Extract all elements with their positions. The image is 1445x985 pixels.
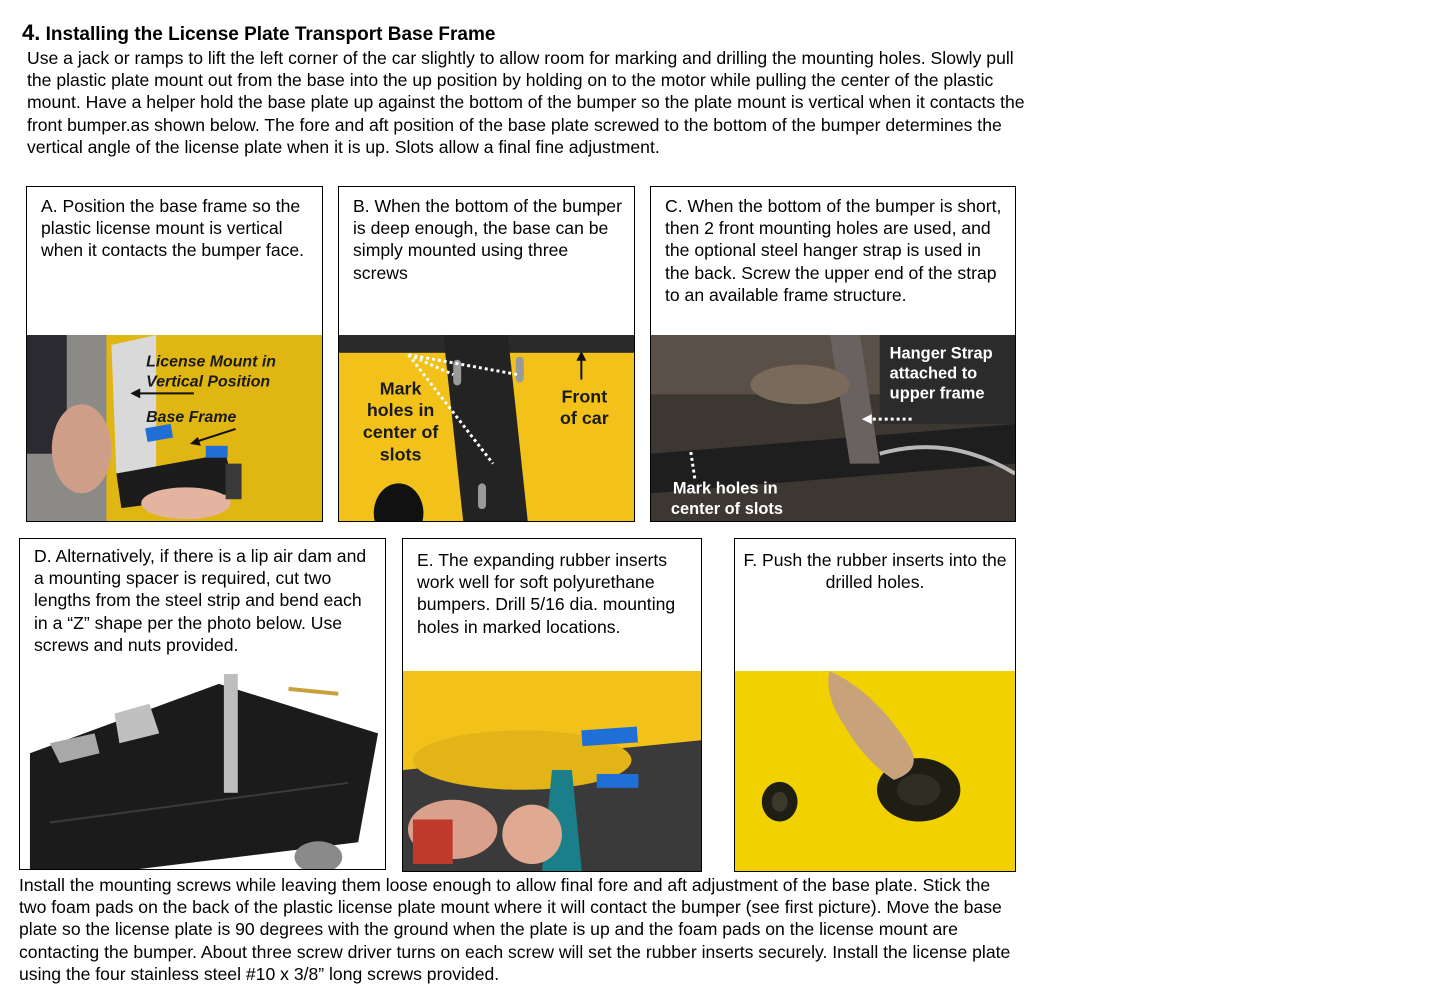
- panel-d: [19, 538, 386, 870]
- panel-b-photo: [339, 335, 634, 521]
- panel-e-photo: [403, 671, 701, 871]
- panel-c-label-2: attached to: [889, 364, 978, 383]
- panel-e-caption: E. The expanding rubber inserts work well for soft polyurethane bumpers. Drill 5/16 dia. mounting holes in marked locations.: [417, 550, 676, 637]
- panel-f: [734, 538, 1016, 872]
- intro-paragraph: Use a jack or ramps to lift the left corner of the car slightly to allow room for marking and drilling the mounting holes. Slowly pull the plastic plate mount out from the base into the up position by holding on to the motor while pulling the center of the plastic mount. Have a helper hold the base plate up against the bottom of the bumper so the plate mount is vertical when it contacts the front bumper.as shown below. The fore and aft position of the base plate screwed to the bottom of the bumper determines the vertical angle of the license plate when it is up. Slots allow a final fine adjustment.: [27, 48, 1025, 157]
- panel-c: [650, 186, 1016, 522]
- panel-c-label-4: Mark holes in: [672, 479, 778, 498]
- panel-a-label-1: License Mount in: [146, 353, 276, 371]
- panel-a-caption: A. Position the base frame so the plastic license mount is vertical when it contacts the bumper face.: [41, 196, 305, 261]
- panel-a-photo: [27, 335, 322, 521]
- panel-f-caption: F. Push the rubber inserts into the drilled holes.: [743, 550, 1007, 593]
- panel-e: [402, 538, 702, 872]
- panel-b-label-5: Front: [561, 386, 608, 407]
- panel-f-photo: [735, 671, 1015, 871]
- section-title: Installing the License Plate Transport Base Frame: [45, 24, 496, 45]
- section-number: 4.: [22, 20, 41, 45]
- panel-a: [26, 186, 323, 522]
- panel-c-label-3: upper frame: [889, 384, 985, 403]
- panel-c-photo: [651, 335, 1015, 521]
- panel-b-label-2: holes in: [366, 400, 435, 421]
- panel-c-caption: C. When the bottom of the bumper is short, then 2 front mounting holes are used, and the optional steel hanger strap is used in the back. Screw the upper end of the strap to an available frame structure.: [665, 196, 1002, 305]
- panel-d-caption: D. Alternatively, if there is a lip air dam and a mounting spacer is required, cut two lengths from the steel strip and bend each in a “Z” shape per the photo below. Use screws and nuts provided.: [34, 546, 367, 655]
- panel-b-label-4: slots: [379, 444, 422, 465]
- panel-a-label-2: Vertical Position: [146, 373, 271, 391]
- panel-b-label-6: of car: [560, 408, 609, 429]
- panel-b-label-1: Mark: [379, 378, 422, 399]
- panel-b: [338, 186, 635, 522]
- panel-d-photo: [20, 674, 385, 869]
- panel-a-label-3: Base Frame: [146, 409, 237, 427]
- panel-b-label-3: center of: [362, 421, 439, 442]
- outro-paragraph: Install the mounting screws while leaving them loose enough to allow final fore and aft adjustment of the base plate. Stick the two foam pads on the back of the plastic license plate mount where it will contact the bumper (see first picture). Move the base plate so the license plate is 90 degrees with the ground when the plate is up and the foam pads on the license mount are contacting the bumper. About three screw driver turns on each screw will set the rubber inserts securely. Install the license plate using the four stainless steel #10 x 3/8” long screws provided.: [19, 875, 1011, 984]
- section-heading: [22, 20, 495, 46]
- panel-c-label-5: center of slots: [670, 500, 784, 519]
- panel-c-label-1: Hanger Strap: [889, 344, 993, 363]
- panel-b-caption: B. When the bottom of the bumper is deep enough, the base can be simply mounted using three screws: [353, 196, 622, 283]
